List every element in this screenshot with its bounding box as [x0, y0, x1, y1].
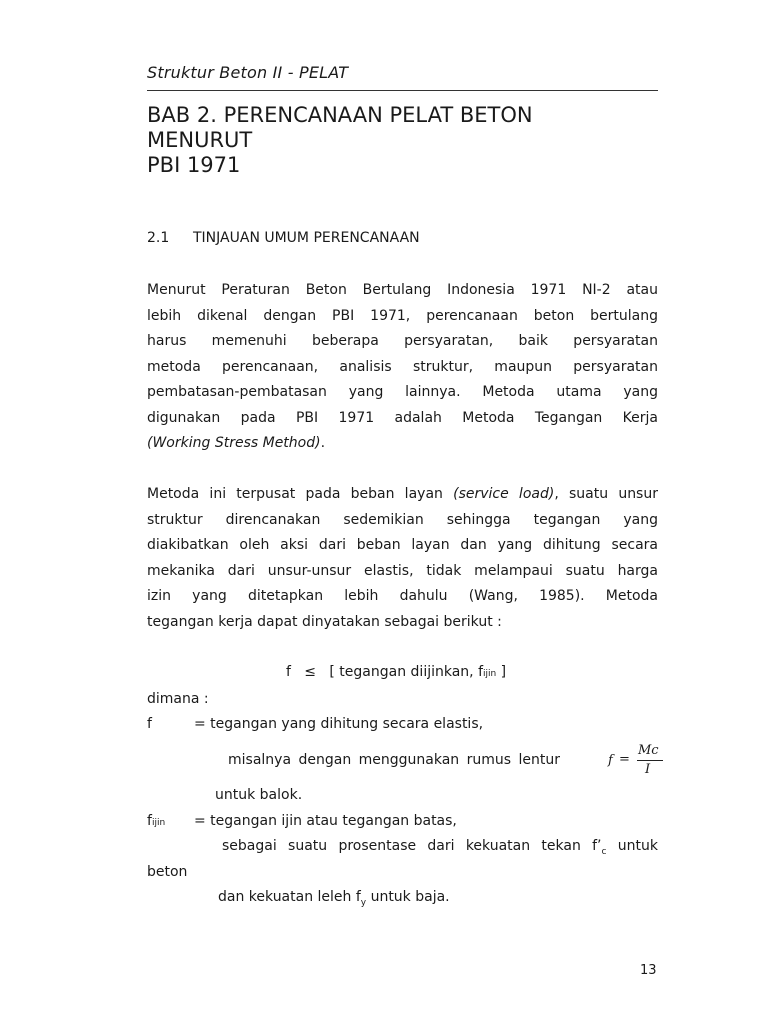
- paragraph-1-line: harus memenuhi beberapa persyaratan, baik persyaratan: [147, 333, 658, 349]
- header-rule: [147, 90, 658, 91]
- def-fijin-symbol-sub: ijin: [151, 818, 166, 828]
- paragraph-2-first-line: [147, 482, 658, 508]
- paragraph-2-line: struktur direncanakan sedemikian sehingga tegangan yang: [147, 511, 658, 528]
- formula-text: tegangan diijinkan, f: [334, 664, 484, 680]
- stress-formula: [286, 664, 506, 680]
- paragraph-2-text: , suatu unsur: [554, 486, 658, 502]
- paragraph-1-line: lebih dikenal dengan PBI 1971, perencanaan beton bertulang: [147, 307, 658, 324]
- chapter-title-line-3: PBI 1971: [147, 153, 241, 177]
- paragraph-1-line: metoda perencanaan, analisis struktur, maupun persyaratan: [147, 358, 658, 375]
- chapter-title: [147, 103, 667, 178]
- def-fijin-beton: beton: [147, 864, 188, 880]
- lentur-formula-numerator: Mc: [638, 743, 659, 758]
- section-number: 2.1: [147, 230, 170, 246]
- chapter-title-line-2: MENURUT: [147, 128, 253, 152]
- def-fijin-line-2-b: untuk: [606, 838, 658, 854]
- paragraph-1-line: Menurut Peraturan Beton Bertulang Indonesia 1971 NI-2 atau: [147, 282, 658, 298]
- def-fijin-line-3-a: dan kekuatan leleh f: [218, 889, 361, 905]
- def-fijin-line-3: [218, 889, 450, 908]
- paragraph-1-last-line: [147, 431, 658, 457]
- paragraph-2-line: izin yang ditetapkan lebih dahulu (Wang, 1985). Metoda: [147, 588, 658, 604]
- def-fijin-line-2-a: sebagai suatu prosentase dari kekuatan tekan f’: [222, 838, 602, 854]
- section-title: TINJAUAN UMUM PERENCANAAN: [193, 230, 420, 246]
- paragraph-2-line: diakibatkan oleh aksi dari beban layan dan yang dihitung secara: [147, 537, 658, 553]
- lentur-formula-equals: =: [619, 752, 630, 767]
- chapter-title-line-1: BAB 2. PERENCANAAN PELAT BETON: [147, 103, 533, 127]
- dimana-label: dimana :: [147, 691, 209, 707]
- italic-term: (service load): [453, 486, 555, 502]
- paragraph-2-last-line: tegangan kerja dapat dinyatakan sebagai berikut :: [147, 613, 502, 630]
- def-fijin-line-2: [222, 838, 658, 857]
- def-f-definition: = tegangan yang dihitung secara elastis,: [194, 716, 484, 732]
- fraction-bar: [637, 760, 663, 761]
- def-fijin-line-3-b: untuk baja.: [366, 889, 450, 905]
- section-heading: [147, 230, 420, 246]
- paragraph-2-line: mekanika dari unsur-unsur elastis, tidak melampaui suatu harga: [147, 562, 658, 579]
- paragraph-1-line: pembatasan-pembatasan yang lainnya. Metoda utama yang: [147, 384, 658, 400]
- def-fijin-line-3-sub: y: [360, 897, 367, 908]
- def-f-line-3: untuk balok.: [215, 787, 303, 803]
- formula-operator: ≤: [304, 664, 317, 680]
- def-f-line-2: misalnya dengan menggunakan rumus lentur: [228, 752, 561, 768]
- lentur-formula-var: f: [608, 753, 613, 768]
- def-f-symbol: f: [147, 716, 152, 732]
- italic-term: (Working Stress Method): [147, 435, 321, 451]
- page-number: 13: [640, 963, 657, 978]
- paragraph-1-tail: .: [320, 435, 326, 451]
- paragraph-1: [147, 278, 658, 457]
- formula-bracket-open: [: [329, 664, 335, 680]
- def-fijin-symbol-f: f: [147, 813, 152, 829]
- paragraph-1-line: digunakan pada PBI 1971 adalah Metoda Tegangan Kerja: [147, 409, 658, 426]
- paragraph-2: [147, 482, 658, 635]
- def-fijin-symbol: [147, 813, 165, 829]
- formula-subscript: ijin: [483, 669, 497, 679]
- formula-lhs: f: [286, 664, 291, 680]
- lentur-formula-denominator: I: [645, 762, 651, 777]
- def-fijin-line-2-sub: c: [601, 846, 607, 857]
- running-head: Struktur Beton II - PELAT: [147, 63, 349, 82]
- paragraph-2-text: Metoda ini terpusat pada beban layan: [147, 486, 454, 502]
- formula-bracket-close: ]: [496, 664, 507, 680]
- def-fijin-line-2-text: [222, 838, 658, 857]
- def-fijin-definition: = tegangan ijin atau tegangan batas,: [194, 813, 457, 829]
